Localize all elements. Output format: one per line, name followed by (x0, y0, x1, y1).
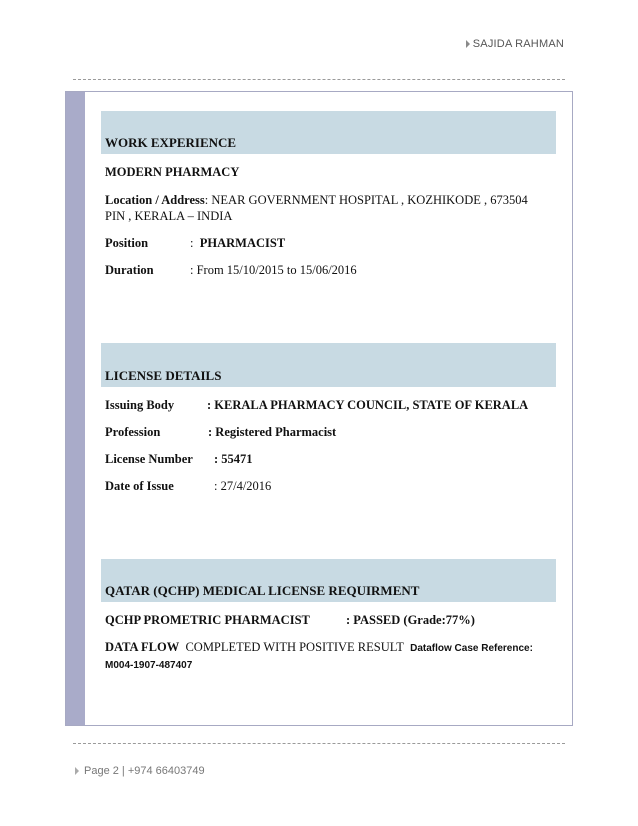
side-bar (66, 92, 85, 725)
license-row-value: : 55471 (214, 452, 253, 466)
position-label: Position (105, 236, 149, 250)
position-colon: : (190, 236, 194, 250)
work-employer: MODERN PHARMACY (105, 165, 240, 179)
bottom-divider (73, 743, 565, 744)
prometric-label: QCHP PROMETRIC PHARMACIST (105, 613, 310, 627)
section-header-qatar (101, 559, 556, 602)
position-value: PHARMACIST (199, 236, 286, 250)
work-title: WORK EXPERIENCE (105, 135, 237, 150)
dataflow-ref-value: M004-1907-487407 (105, 660, 193, 671)
license-row-value: : KERALA PHARMACY COUNCIL, STATE OF KERALA (207, 398, 529, 412)
dataflow-label: DATA FLOW (105, 640, 180, 654)
license-row-label: Issuing Body (105, 398, 175, 412)
header-name-text: SAJIDA RAHMAN (472, 38, 564, 50)
license-row-value: : Registered Pharmacist (208, 425, 337, 439)
triangle-icon (466, 40, 470, 48)
section-header-work (101, 111, 556, 154)
license-row-label: License Number (105, 452, 193, 466)
footer-text: Page 2 | +974 66403749 (84, 765, 205, 777)
dataflow-status: COMPLETED WITH POSITIVE RESULT (185, 640, 404, 654)
dataflow-ref-label: Dataflow Case Reference: (410, 643, 533, 654)
qatar-title: QATAR (QCHP) MEDICAL LICENSE REQUIRMENT (105, 583, 420, 598)
duration-label: Duration (105, 263, 154, 277)
license-row-label: Profession (105, 425, 161, 439)
license-row-label: Date of Issue (105, 479, 174, 493)
duration-value: : From 15/10/2015 to 15/06/2016 (190, 263, 357, 277)
work-location-line2: PIN , KERALA – INDIA (105, 209, 233, 223)
license-title: LICENSE DETAILS (105, 368, 222, 383)
prometric-value: : PASSED (Grade:77%) (346, 613, 475, 627)
section-header-license (101, 343, 556, 387)
location-value: : NEAR GOVERNMENT HOSPITAL , KOZHIKODE , 673504 (204, 193, 528, 207)
position-value-row (190, 236, 285, 251)
location-label: Location / Address (105, 193, 205, 207)
content-frame (65, 91, 573, 726)
triangle-icon (75, 767, 79, 775)
header-name (466, 38, 564, 50)
dataflow-line (105, 640, 533, 656)
footer (75, 765, 205, 777)
top-divider (73, 79, 565, 80)
license-row-value: : 27/4/2016 (214, 479, 272, 493)
work-location-line1 (105, 193, 528, 208)
